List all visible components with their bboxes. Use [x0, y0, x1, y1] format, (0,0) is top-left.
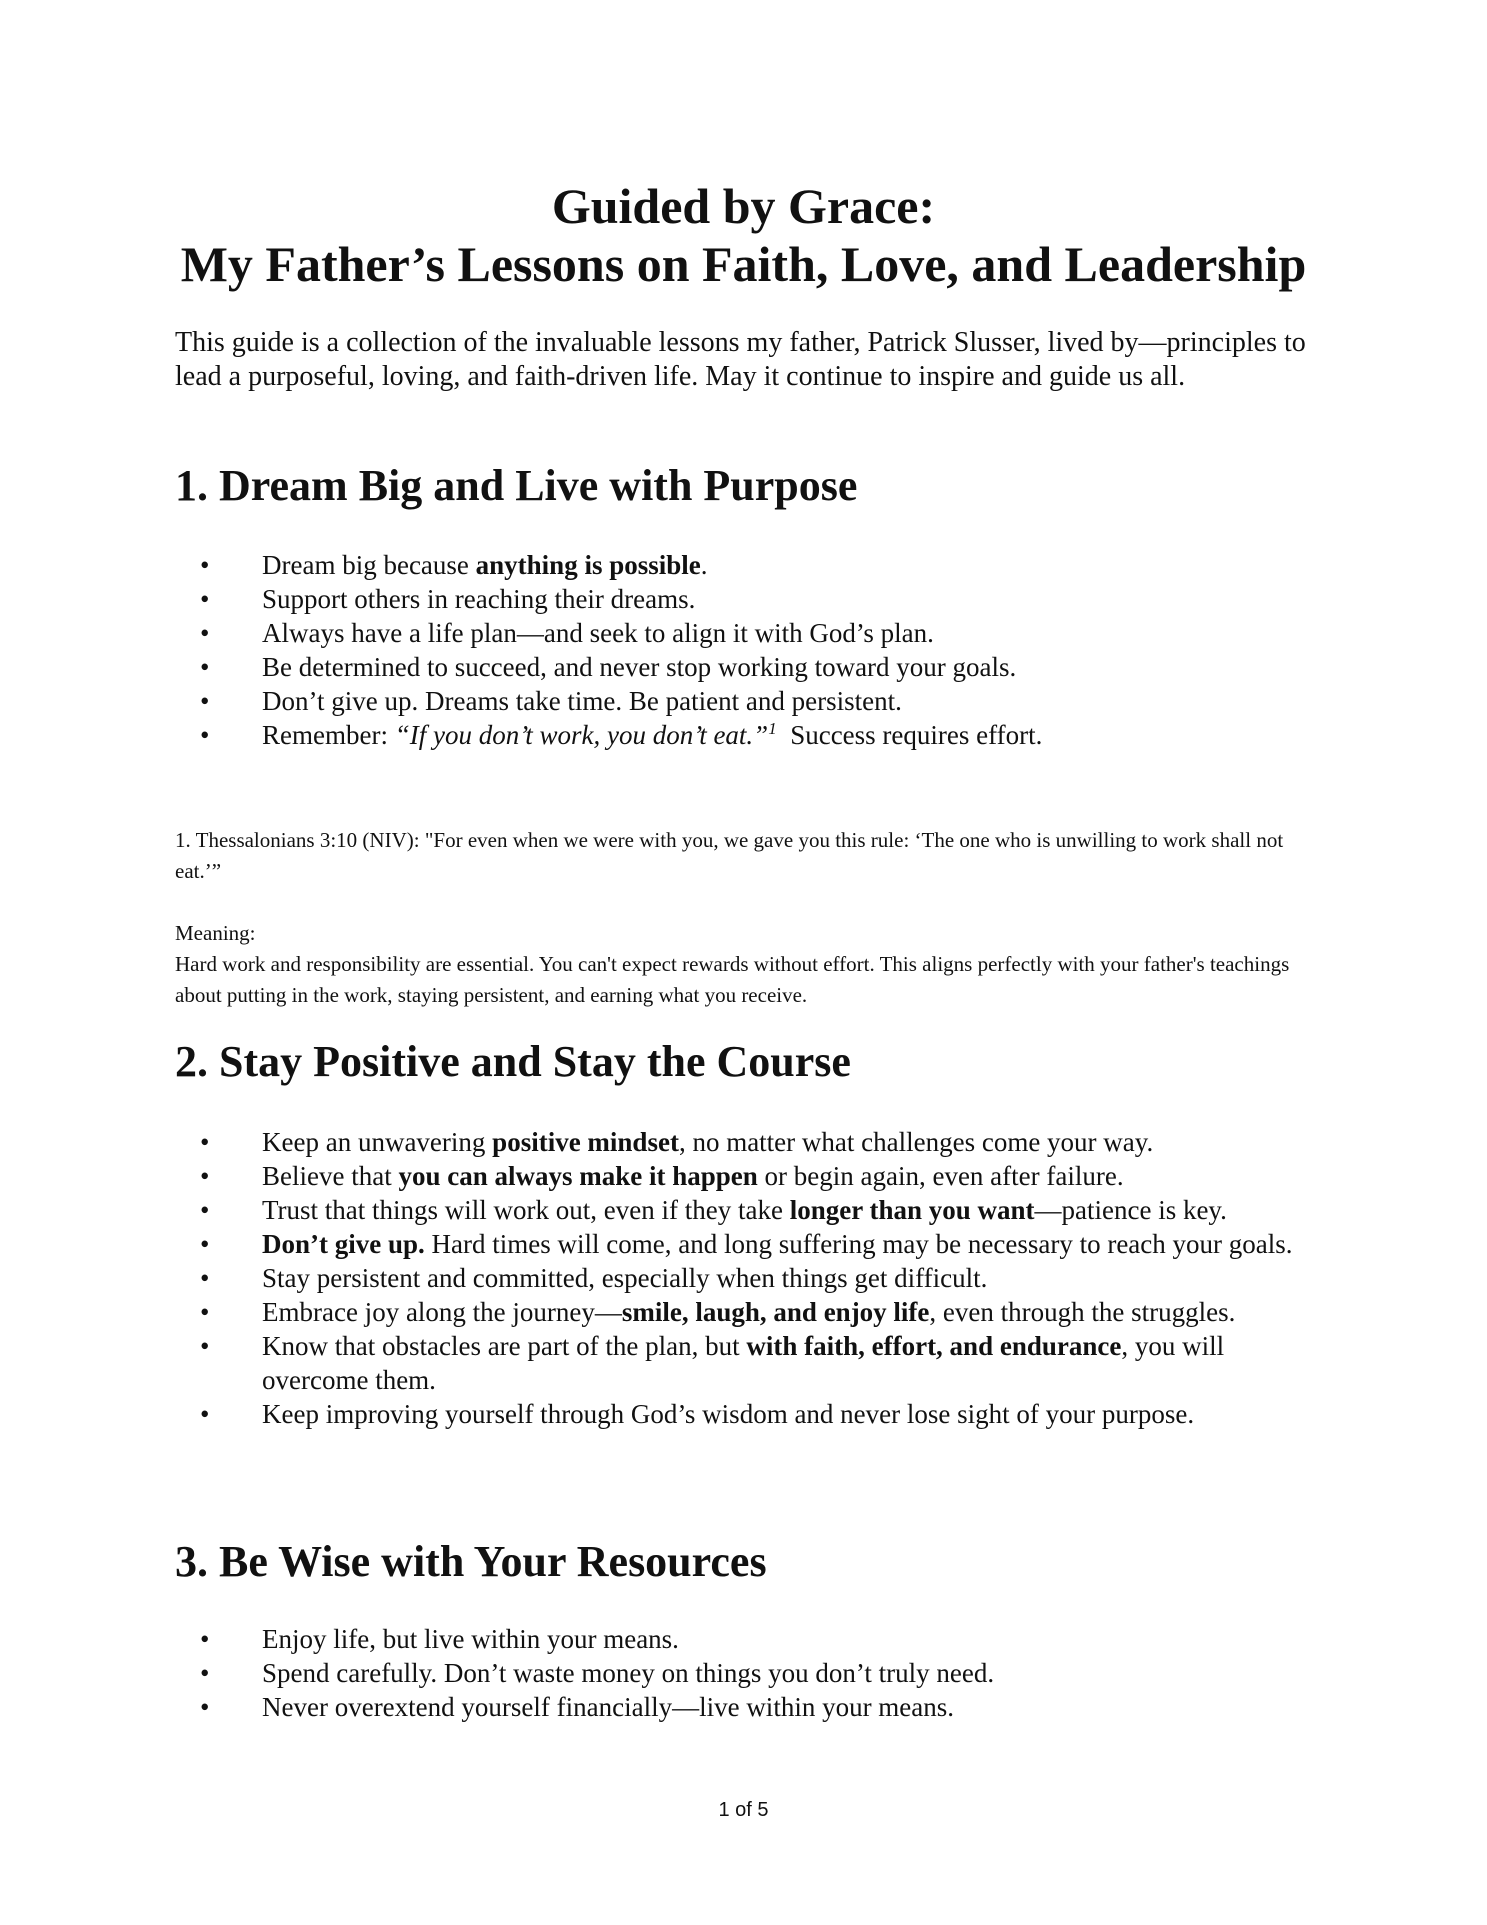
list-item-text: Hard times will come, and long suffering may be necessary to reach your goals.: [424, 1229, 1293, 1259]
list-item-text: Remember:: [262, 720, 395, 750]
list-item-text: Support others in reaching their dreams.: [262, 584, 696, 614]
footnote: 1. Thessalonians 3:10 (NIV): "For even when we were with you, we gave you this rule: ‘The one who is unwilling to work shall not eat.’”: [175, 828, 1284, 883]
list-item-text: Don’t give up. Dreams take time. Be patient and persistent.: [262, 686, 902, 716]
list-item-text: , even through the struggles.: [929, 1297, 1236, 1327]
list-item: [175, 1295, 1325, 1329]
list-item: [175, 650, 1325, 684]
list-item: [175, 582, 1325, 616]
bullet-icon: •: [200, 1263, 210, 1293]
list-item-text: Believe that: [262, 1161, 399, 1191]
bullet-icon: •: [200, 720, 210, 750]
list-item-text: Keep improving yourself through God’s wisdom and never lose sight of your purpose.: [262, 1399, 1195, 1429]
list-item-text: Trust that things will work out, even if they take: [262, 1195, 790, 1225]
list-item: [175, 1656, 1325, 1690]
bullet-icon: •: [200, 1297, 210, 1327]
list-item-bold-text: smile, laugh, and enjoy life: [621, 1297, 930, 1327]
section-3-list: [175, 1622, 1325, 1724]
list-item-text: .: [700, 550, 708, 580]
section-1-list: [175, 548, 1325, 752]
footnote-marker: 1: [768, 719, 777, 738]
list-item-text: Success requires effort.: [776, 720, 1043, 750]
bullet-icon: •: [200, 550, 210, 580]
list-item-text: Embrace joy along the journey—: [262, 1297, 622, 1327]
section-2-heading: 2. Stay Positive and Stay the Course: [175, 1037, 851, 1086]
list-item: [175, 1125, 1325, 1159]
bullet-icon: •: [200, 1161, 210, 1191]
list-item-text: or begin again, even after failure.: [757, 1161, 1124, 1191]
list-item: [175, 1159, 1325, 1193]
document-title-line-2: My Father’s Lessons on Faith, Love, and Leadership: [180, 236, 1307, 292]
intro-paragraph: This guide is a collection of the invaluable lessons my father, Patrick Slusser, lived by—principles to lead a purposeful, loving, and faith-driven life. May it continue to inspire and guide us all.: [175, 327, 1306, 392]
list-item-text: Enjoy life, but live within your means.: [262, 1624, 679, 1654]
list-item-text: Always have a life plan—and seek to align it with God’s plan.: [262, 618, 934, 648]
list-item: [175, 684, 1325, 718]
list-item-bold-text: longer than you want: [789, 1195, 1035, 1225]
list-item: [175, 1227, 1325, 1261]
list-item-text: , no matter what challenges come your way.: [678, 1127, 1154, 1157]
list-item-text: Spend carefully. Don’t waste money on things you don’t truly need.: [262, 1658, 995, 1688]
list-item: [175, 1193, 1325, 1227]
list-item-bold-text: with faith, effort, and endurance: [746, 1331, 1122, 1361]
bullet-icon: •: [200, 1692, 210, 1722]
list-item-bold-text: anything is possible: [475, 550, 701, 580]
list-item: [175, 548, 1325, 582]
bullet-icon: •: [200, 1624, 210, 1654]
bullet-icon: •: [200, 1229, 210, 1259]
list-item-bold-text: Don’t give up.: [262, 1229, 425, 1259]
bullet-icon: •: [200, 1127, 210, 1157]
list-item-text: Keep an unwavering: [262, 1127, 493, 1157]
bullet-icon: •: [200, 618, 210, 648]
section-2-list: [175, 1125, 1325, 1431]
list-item-text: Be determined to succeed, and never stop working toward your goals.: [262, 652, 1017, 682]
list-item: [175, 718, 1325, 752]
bullet-icon: •: [200, 1399, 210, 1429]
quote-text: “If you don’t work, you don’t eat.”: [394, 720, 769, 750]
meaning-label: Meaning:: [175, 921, 256, 945]
section-3-heading: 3. Be Wise with Your Resources: [175, 1537, 767, 1586]
list-item-text: Dream big because: [262, 550, 476, 580]
list-item-text: , you will overcome them.: [262, 1331, 1225, 1395]
list-item-bold-text: you can always make it happen: [398, 1161, 758, 1191]
document-title-line-1: Guided by Grace:: [551, 178, 936, 234]
list-item: [175, 1622, 1325, 1656]
list-item: [175, 1397, 1325, 1431]
list-item-text: Never overextend yourself financially—live within your means.: [262, 1692, 955, 1722]
list-item-text: —patience is key.: [1034, 1195, 1227, 1225]
bullet-icon: •: [200, 1195, 210, 1225]
list-item: [175, 1261, 1325, 1295]
list-item-text: Know that obstacles are part of the plan, but: [262, 1331, 747, 1361]
section-1-heading: 1. Dream Big and Live with Purpose: [175, 461, 858, 510]
bullet-icon: •: [200, 584, 210, 614]
list-item-bold-text: positive mindset: [492, 1127, 679, 1157]
list-item: [175, 616, 1325, 650]
list-item: [175, 1690, 1325, 1724]
meaning-text: Hard work and responsibility are essential. You can't expect rewards without effort. This aligns perfectly with your father's teachings about putting in the work, staying persistent, and earning what you receive.: [175, 952, 1290, 1007]
bullet-icon: •: [200, 652, 210, 682]
list-item: [175, 1329, 1325, 1397]
page-number: 1 of 5: [718, 1799, 769, 1821]
bullet-icon: •: [200, 1658, 210, 1688]
bullet-icon: •: [200, 686, 210, 716]
list-item-text: Stay persistent and committed, especially when things get difficult.: [262, 1263, 988, 1293]
bullet-icon: •: [200, 1331, 210, 1361]
